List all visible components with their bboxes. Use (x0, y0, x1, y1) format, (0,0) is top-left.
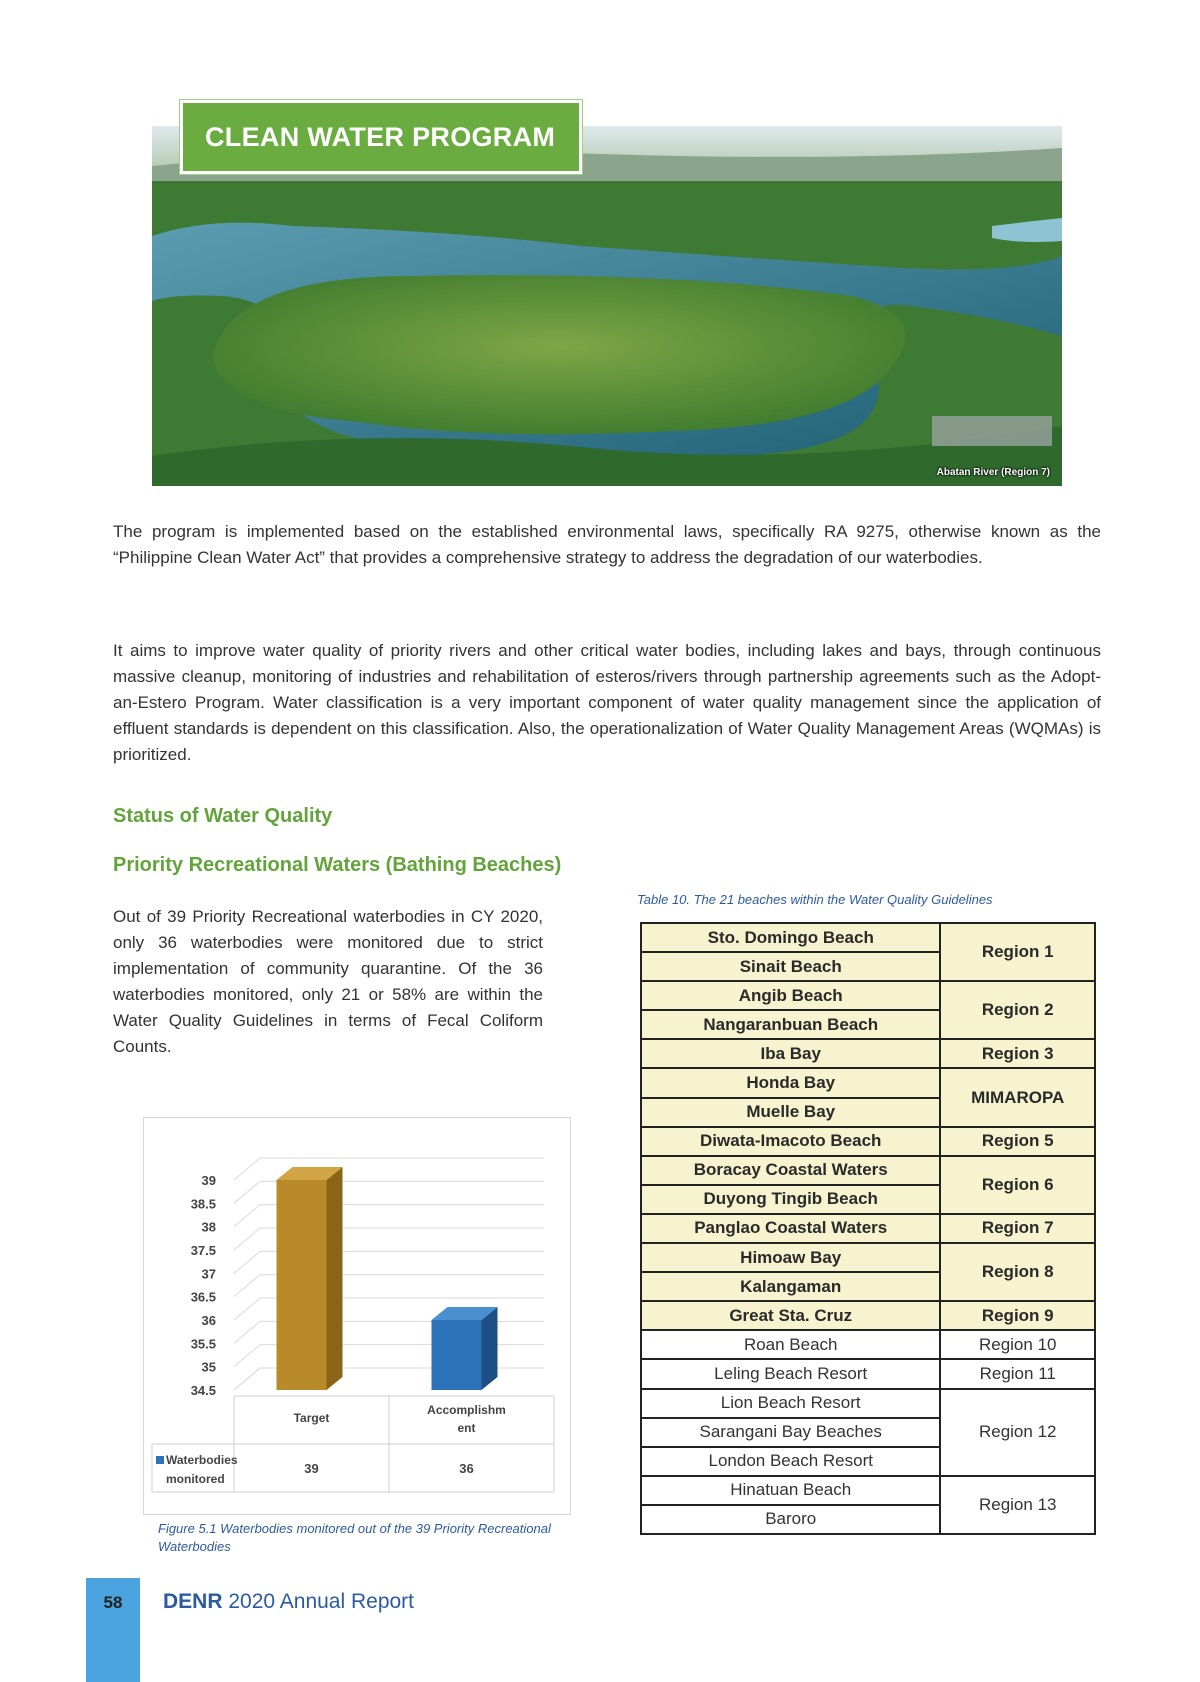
region-cell: Region 9 (940, 1301, 1095, 1330)
region-cell: Region 5 (940, 1127, 1095, 1156)
region-cell: Region 3 (940, 1039, 1095, 1068)
beach-cell: Iba Bay (641, 1039, 940, 1068)
table-caption: Table 10. The 21 beaches within the Water Quality Guidelines (637, 892, 993, 907)
gridline-depth (234, 1158, 260, 1180)
beach-cell: Boracay Coastal Waters (641, 1156, 940, 1185)
beach-cell: Great Sta. Cruz (641, 1301, 940, 1330)
y-tick-label: 38.5 (190, 1196, 216, 1212)
aims-paragraph: It aims to improve water quality of priority rivers and other critical water bodies, including lakes and bays, through continuous massive cleanup, monitoring of industries and rehabilitation of esteros/rivers through partnership agreements such as the Adopt-an-Estero Program. Water classification is a very important component of water quality management since the application of effluent standards is dependent on this classification. Also, the operationalization of Water Quality Management Areas (WQMAs) is prioritized. (113, 641, 1101, 764)
photo-caption: Abatan River (Region 7) (936, 467, 1050, 478)
gridline-depth (234, 1181, 260, 1203)
region-cell: Region 10 (940, 1330, 1095, 1359)
table-row (641, 1359, 1095, 1388)
bar-chart-svg (144, 1118, 570, 1514)
y-tick-label: 39 (201, 1173, 216, 1188)
beach-cell: Muelle Bay (641, 1098, 940, 1127)
x-category-label: Accomplishm ent (427, 1403, 506, 1435)
beaches-table (640, 922, 1096, 1535)
waterbodies-chart (143, 1117, 571, 1515)
page-number: 58 (103, 1593, 123, 1612)
table-row (641, 1156, 1095, 1185)
y-tick-label: 35 (201, 1359, 216, 1375)
priority-heading: Priority Recreational Waters (Bathing Beaches) (113, 854, 562, 876)
beach-cell: Roan Beach (641, 1330, 940, 1359)
figure-caption: Figure 5.1 Waterbodies monitored out of the 39 Priority Recreational Waterbodies (158, 1521, 551, 1554)
table-row (641, 981, 1095, 1010)
region-cell: Region 8 (940, 1243, 1095, 1301)
footer-title (163, 1590, 414, 1614)
beach-cell: Sto. Domingo Beach (641, 923, 940, 952)
section-banner (180, 100, 582, 174)
beach-cell: Baroro (641, 1505, 940, 1534)
table-row (641, 1039, 1095, 1068)
hero-photo (152, 126, 1062, 486)
gridline-depth (234, 1345, 260, 1367)
table-row (641, 1301, 1095, 1330)
river-landscape-image (152, 126, 1062, 486)
beach-cell: Sinait Beach (641, 952, 940, 981)
beach-cell: Honda Bay (641, 1068, 940, 1097)
region-cell: Region 7 (940, 1214, 1095, 1243)
region-cell: Region 12 (940, 1389, 1095, 1476)
intro-paragraph: The program is implemented based on the established environmental laws, specifically RA 9275, otherwise known as the “Philippine Clean Water Act” that provides a comprehensive strategy to address the degradation of our waterbodies. (113, 522, 1101, 567)
footer-report: 2020 Annual Report (228, 1590, 415, 1613)
beach-cell: Sarangani Bay Beaches (641, 1418, 940, 1447)
bar-side (482, 1307, 498, 1390)
gridline-depth (234, 1228, 260, 1250)
beach-cell: London Beach Resort (641, 1447, 940, 1476)
gridline-depth (234, 1251, 260, 1273)
bar-1 (432, 1320, 482, 1390)
bar-0 (277, 1180, 327, 1390)
table-row (641, 923, 1095, 952)
region-cell: Region 1 (940, 923, 1095, 981)
beach-cell: Leling Beach Resort (641, 1359, 940, 1388)
legend-swatch (156, 1456, 164, 1464)
table-row (641, 1214, 1095, 1243)
footer-org: DENR (163, 1590, 223, 1613)
region-cell: MIMAROPA (940, 1068, 1095, 1126)
beach-cell: Nangaranbuan Beach (641, 1010, 940, 1039)
beach-cell: Kalangaman (641, 1272, 940, 1301)
region-cell: Region 2 (940, 981, 1095, 1039)
beach-cell: Duyong Tingib Beach (641, 1185, 940, 1214)
legend-label-line1: Waterbodies (166, 1453, 238, 1467)
beach-cell: Hinatuan Beach (641, 1476, 940, 1505)
banner-title: CLEAN WATER PROGRAM (205, 121, 556, 152)
table-row (641, 1068, 1095, 1097)
y-tick-label: 37.5 (190, 1243, 216, 1258)
y-tick-label: 35.5 (190, 1336, 216, 1352)
y-tick-label: 37 (201, 1266, 216, 1282)
y-tick-label: 36 (201, 1313, 216, 1328)
gridline-depth (234, 1298, 260, 1320)
gridline-depth (234, 1321, 260, 1343)
y-tick-label: 36.5 (190, 1289, 216, 1305)
table-row (641, 1476, 1095, 1505)
recreational-paragraph: Out of 39 Priority Recreational waterbodies in CY 2020, only 36 waterbodies were monitored due to strict implementation of community quarantine. Of the 36 waterbodies monitored, only 21 or 58% are within the Water Quality Guidelines in terms of Fecal Coliform Counts. (113, 907, 543, 1056)
table-row (641, 1330, 1095, 1359)
bar-side (327, 1167, 343, 1390)
table-row (641, 1127, 1095, 1156)
table-row (641, 1389, 1095, 1418)
beach-cell: Angib Beach (641, 981, 940, 1010)
y-tick-label: 34.5 (190, 1383, 216, 1398)
legend-label-line2: monitored (166, 1472, 225, 1486)
beach-cell: Himoaw Bay (641, 1243, 940, 1272)
data-value-label: 36 (459, 1461, 474, 1476)
beach-cell: Lion Beach Resort (641, 1389, 940, 1418)
beach-cell: Panglao Coastal Waters (641, 1214, 940, 1243)
y-tick-label: 38 (201, 1219, 216, 1235)
region-cell: Region 13 (940, 1476, 1095, 1534)
status-heading: Status of Water Quality (113, 805, 333, 827)
data-value-label: 39 (304, 1461, 319, 1476)
region-cell: Region 11 (940, 1359, 1095, 1388)
beach-cell: Diwata-Imacoto Beach (641, 1127, 940, 1156)
table-row (641, 1243, 1095, 1272)
region-cell: Region 6 (940, 1156, 1095, 1214)
x-category-label: Target (293, 1411, 330, 1425)
gridline-depth (234, 1275, 260, 1297)
gridline-depth (234, 1368, 260, 1390)
gridline-depth (234, 1205, 260, 1227)
